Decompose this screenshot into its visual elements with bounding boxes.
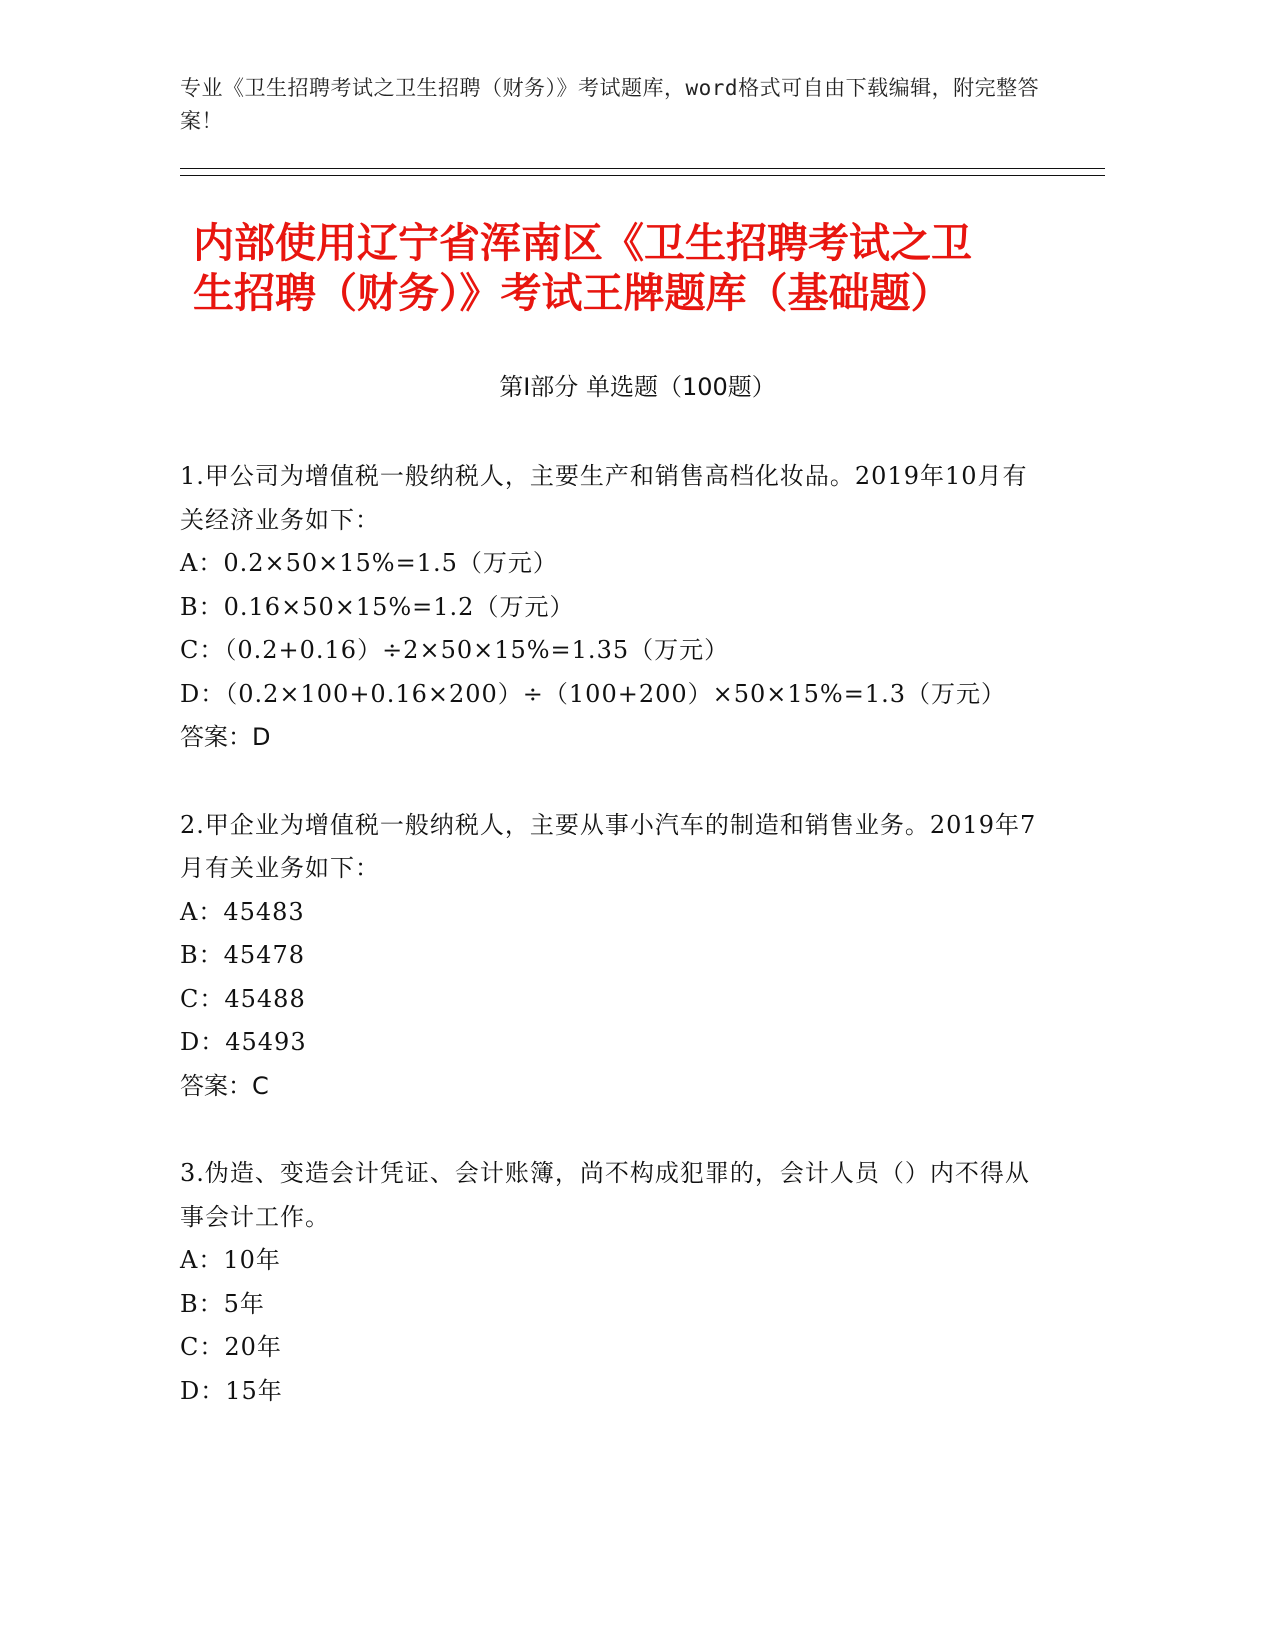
- section-title: 第Ⅰ部分 单选题（100题）: [499, 373, 776, 401]
- header-note: 专业《卫生招聘考试之卫生招聘（财务）》考试题库，word格式可自由下载编辑，附完整答案！: [180, 76, 1040, 133]
- option-c: C：45488: [180, 984, 306, 1013]
- answer: 答案：C: [180, 1071, 269, 1100]
- question-stem: 3.伪造、变造会计凭证、会计账簿，尚不构成犯罪的，会计人员（）内不得从事会计工作。: [180, 1159, 1030, 1231]
- document-title-line-1: 内部使用辽宁省浑南区《卫生招聘考试之卫: [193, 219, 972, 267]
- option-d: D：（0.2×100+0.16×200）÷（100+200）×50×15%=1.3（万元）: [180, 679, 1007, 708]
- option-a: A：0.2×50×15%=1.5（万元）: [180, 549, 558, 577]
- option-b: B：0.16×50×15%=1.2（万元）: [180, 592, 575, 621]
- question-stem: 2.甲企业为增值税一般纳税人，主要从事小汽车的制造和销售业务。2019年7月有关业务如下：: [180, 810, 1037, 882]
- option-b: B：45478: [180, 941, 305, 969]
- option-d: D：15年: [180, 1376, 283, 1405]
- option-a: A：10年: [180, 1246, 281, 1274]
- option-c: C：20年: [180, 1333, 282, 1361]
- option-a: A：45483: [180, 897, 305, 926]
- document-title: [193, 218, 1093, 318]
- header-divider-bottom: [180, 175, 1105, 176]
- question-3: [180, 1152, 1040, 1413]
- option-c: C：（0.2+0.16）÷2×50×15%=1.35（万元）: [180, 636, 730, 664]
- question-list: [180, 455, 1040, 1457]
- answer: 答案：D: [180, 723, 271, 751]
- question-1: [180, 455, 1040, 760]
- option-d: D：45493: [180, 1028, 307, 1056]
- question-2: [180, 804, 1040, 1109]
- header-divider-top: [180, 168, 1105, 169]
- document-title-line-2: 生招聘（财务）》考试王牌题库（基础题）: [193, 269, 952, 317]
- question-stem: 1.甲公司为增值税一般纳税人，主要生产和销售高档化妆品。2019年10月有关经济业务如下：: [180, 462, 1028, 534]
- option-b: B：5年: [180, 1289, 265, 1318]
